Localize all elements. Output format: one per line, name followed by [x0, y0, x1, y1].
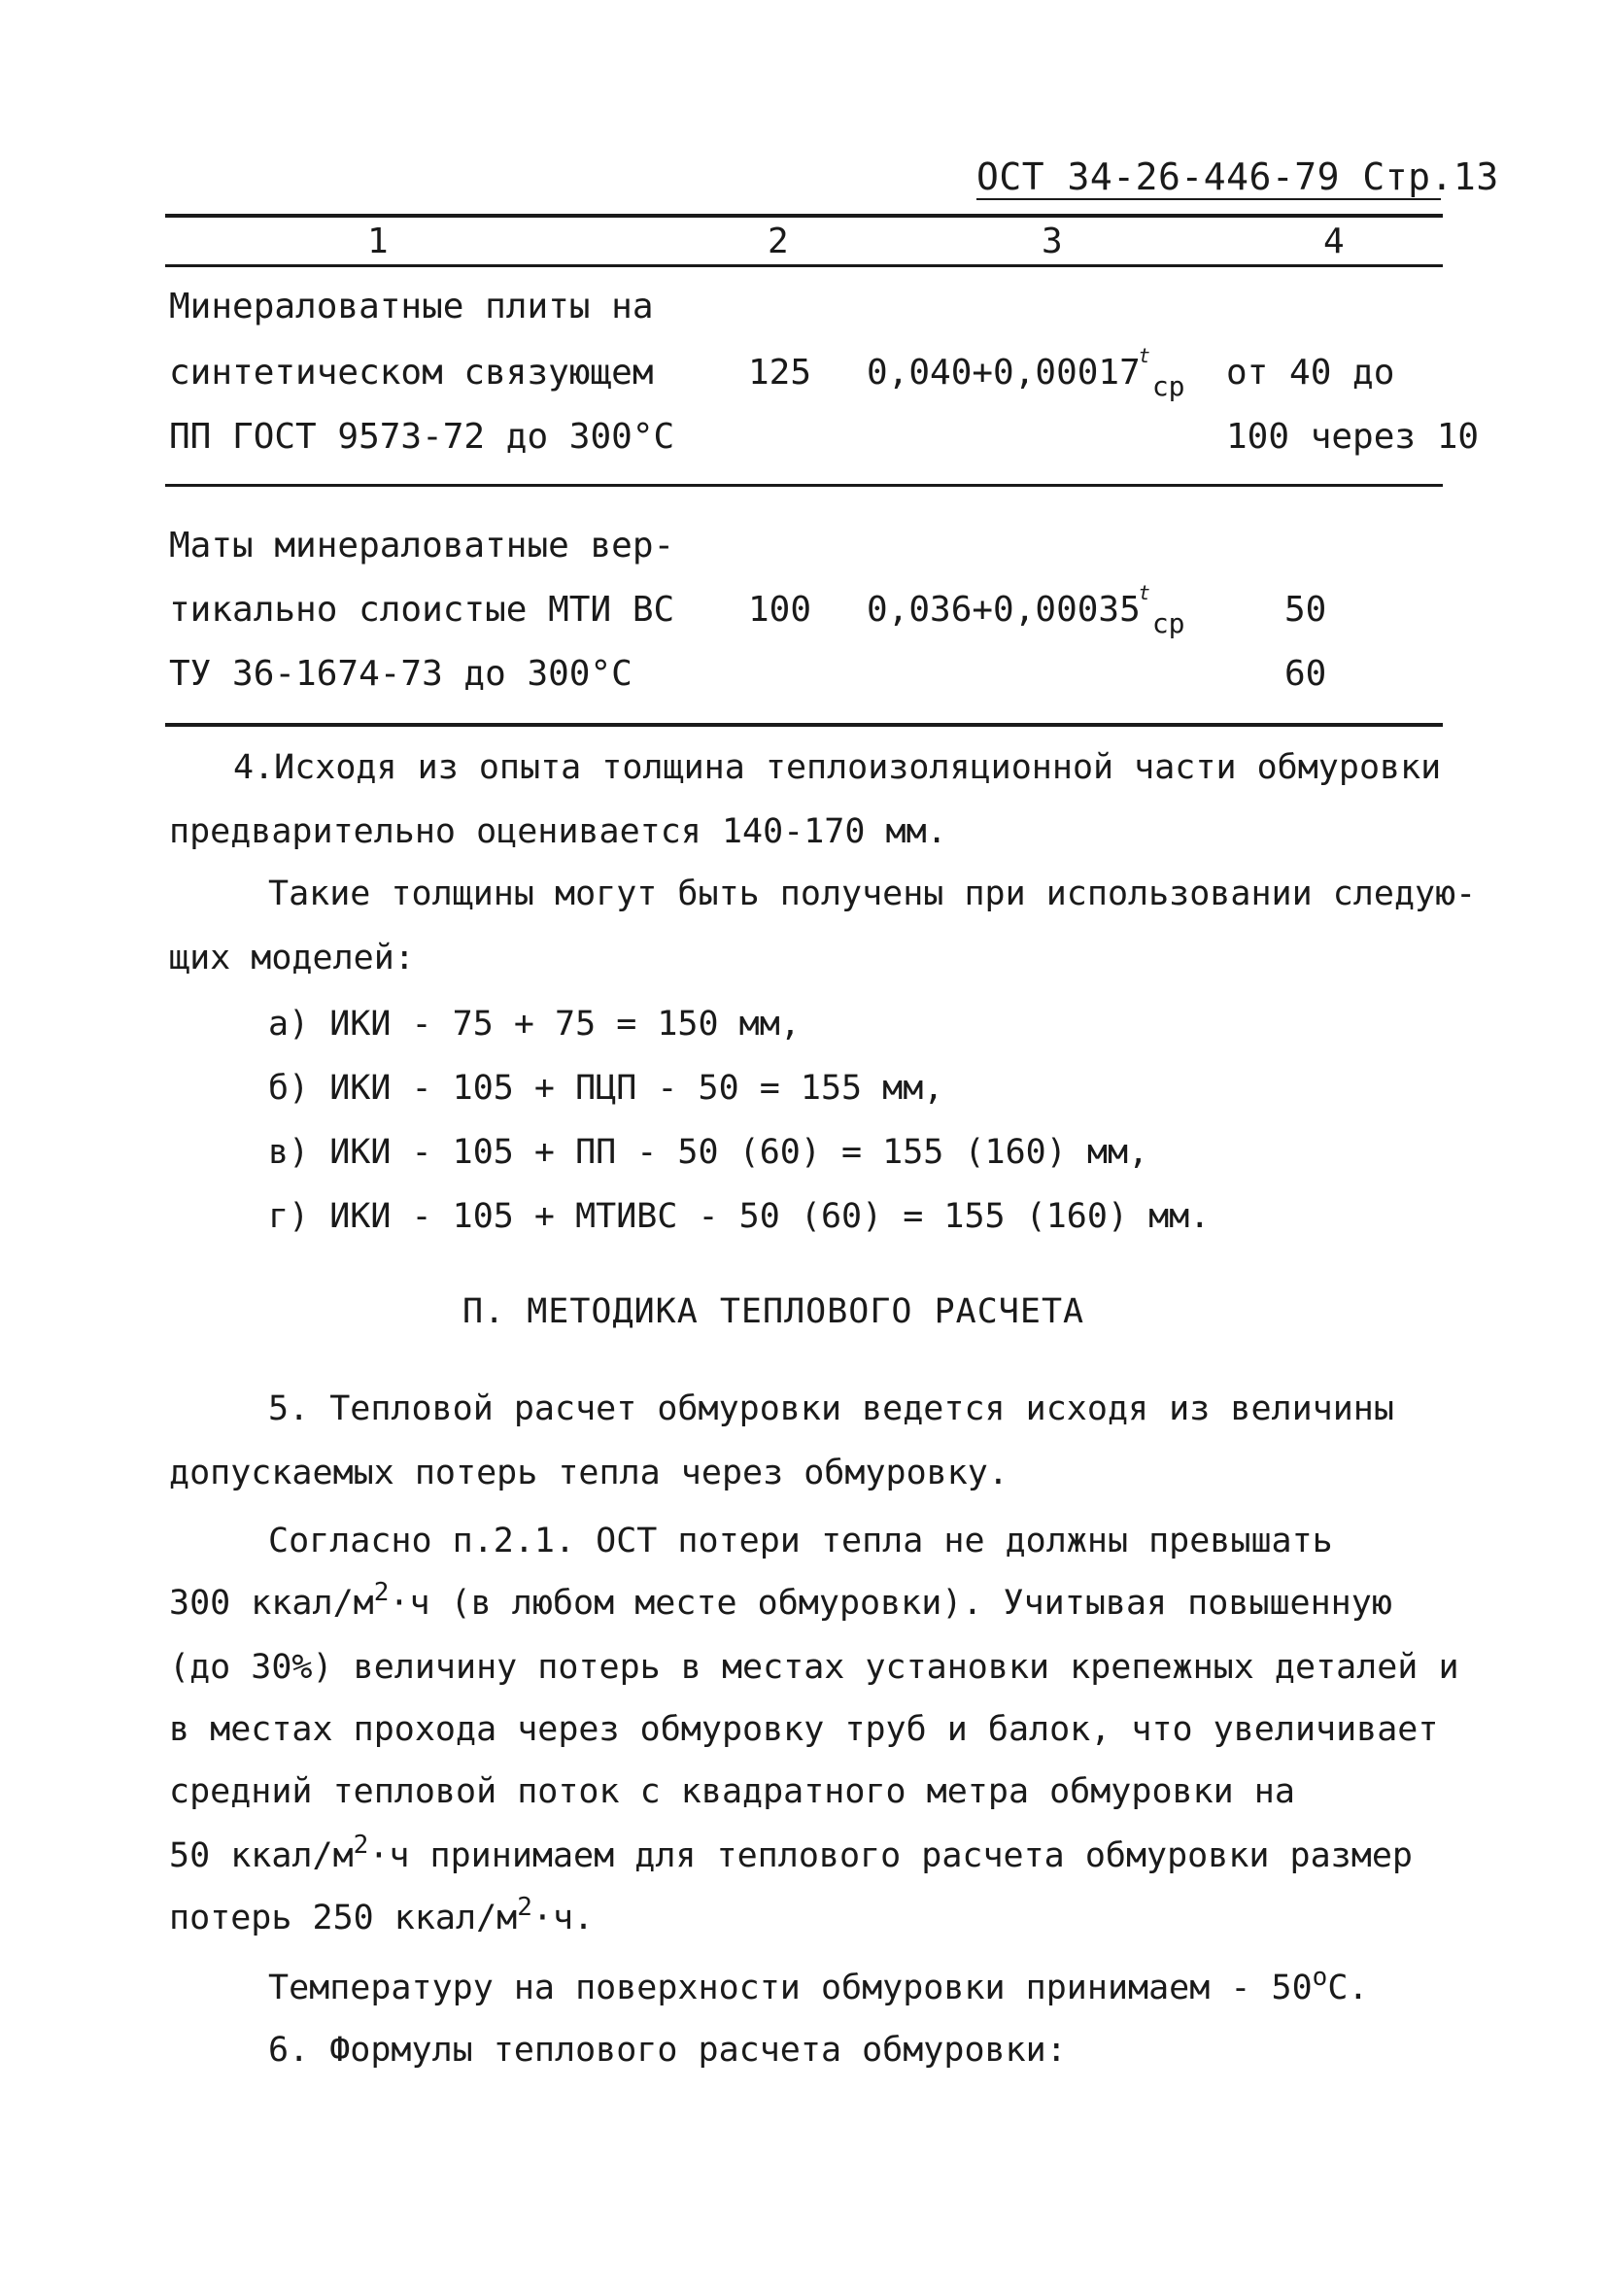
conductivity-formula: [867, 577, 1185, 647]
text-span: Температуру на поверхности обмуровки принимаем - 50: [268, 1969, 1313, 2007]
paragraph-ost-line: (до 30%) величину потерь в местах установки крепежных деталей и: [169, 1648, 1459, 1687]
text-span: потерь 250 ккал/м: [169, 1899, 518, 1937]
table-bottom-rule: [165, 723, 1443, 727]
thickness-line: 50: [1284, 590, 1327, 630]
list-item: в) ИКИ - 105 + ПП - 50 (60) = 155 (160) мм,: [268, 1133, 1149, 1172]
paragraph-models-line: щих моделей:: [169, 939, 415, 977]
section-title: П. МЕТОДИКА ТЕПЛОВОГО РАСЧЕТА: [462, 1292, 1085, 1331]
conductivity-subscript: ср: [1151, 607, 1185, 639]
text-span: ·ч принимаем для теплового расчета обмуровки размер: [368, 1836, 1413, 1875]
material-name-line: тикально слоистые МТИ ВС: [169, 590, 675, 630]
material-name-line: ТУ 36-1674-73 до 300°С: [169, 654, 633, 694]
column-number-2: 2: [768, 222, 789, 261]
text-span: 50 ккал/м: [169, 1836, 354, 1875]
superscript: 2: [517, 1893, 532, 1922]
list-item: г) ИКИ - 105 + МТИВС - 50 (60) = 155 (160) мм.: [268, 1197, 1211, 1236]
superscript: о: [1312, 1963, 1328, 1992]
column-number-3: 3: [1042, 222, 1063, 261]
conductivity-main: 0,036+0,00035: [867, 590, 1141, 630]
paragraph-temperature: [268, 1963, 1369, 2007]
paragraph-models-line: Такие толщины могут быть получены при использовании следую-: [268, 874, 1477, 913]
paragraph-5-line: 5. Тепловой расчет обмуровки ведется исходя из величины: [268, 1389, 1394, 1428]
column-number-1: 1: [367, 222, 389, 261]
material-name-line: Минераловатные плиты на: [169, 287, 654, 326]
thickness-line: 100 через 10: [1226, 417, 1480, 457]
table-header-rule: [165, 264, 1443, 267]
paragraph-ost-line: средний тепловой поток с квадратного метра обмуровки на: [169, 1772, 1295, 1811]
paragraph-ost-line: Согласно п.2.1. ОСТ потери тепла не должны превышать: [268, 1522, 1333, 1560]
material-name-line: ПП ГОСТ 9573-72 до 300°С: [169, 417, 675, 457]
table-row-divider: [165, 484, 1443, 487]
paragraph-ost-line: [169, 1578, 1392, 1623]
density-value: 100: [748, 590, 812, 630]
paragraph-4-line: 4.Исходя из опыта толщина теплоизоляционной части обмуровки: [233, 748, 1442, 787]
document-reference: ОСТ 34-26-446-79 Стр.13: [976, 155, 1499, 198]
thickness-line: от 40 до: [1226, 353, 1395, 393]
material-name-line: синтетическом связующем: [169, 353, 654, 393]
header-underline: [976, 198, 1441, 200]
text-span: 300 ккал/м: [169, 1584, 374, 1623]
thickness-line: 60: [1284, 654, 1327, 694]
text-span: С.: [1327, 1969, 1369, 2007]
column-number-4: 4: [1323, 222, 1345, 261]
table-top-rule: [165, 214, 1443, 218]
text-span: ·ч (в любом месте обмуровки). Учитывая повышенную: [389, 1584, 1392, 1623]
conductivity-t: t: [1138, 581, 1150, 604]
conductivity-formula: [867, 340, 1185, 410]
text-span: ·ч.: [531, 1899, 595, 1937]
paragraph-6: 6. Формулы теплового расчета обмуровки:: [268, 2031, 1067, 2070]
density-value: 125: [748, 353, 812, 393]
conductivity-main: 0,040+0,00017: [867, 353, 1141, 393]
material-name-line: Маты минераловатные вер-: [169, 526, 675, 565]
superscript: 2: [353, 1831, 369, 1860]
superscript: 2: [373, 1578, 390, 1607]
conductivity-t: t: [1138, 344, 1150, 367]
conductivity-subscript: ср: [1151, 370, 1185, 402]
paragraph-4-line: предварительно оценивается 140-170 мм.: [169, 812, 947, 851]
paragraph-ost-line: [169, 1831, 1413, 1875]
list-item: а) ИКИ - 75 + 75 = 150 мм,: [268, 1005, 801, 1044]
paragraph-ost-line: [169, 1893, 595, 1937]
list-item: б) ИКИ - 105 + ПЦП - 50 = 155 мм,: [268, 1069, 944, 1108]
paragraph-5-line: допускаемых потерь тепла через обмуровку.: [169, 1454, 1009, 1492]
paragraph-ost-line: в местах прохода через обмуровку труб и балок, что увеличивает: [169, 1710, 1439, 1749]
